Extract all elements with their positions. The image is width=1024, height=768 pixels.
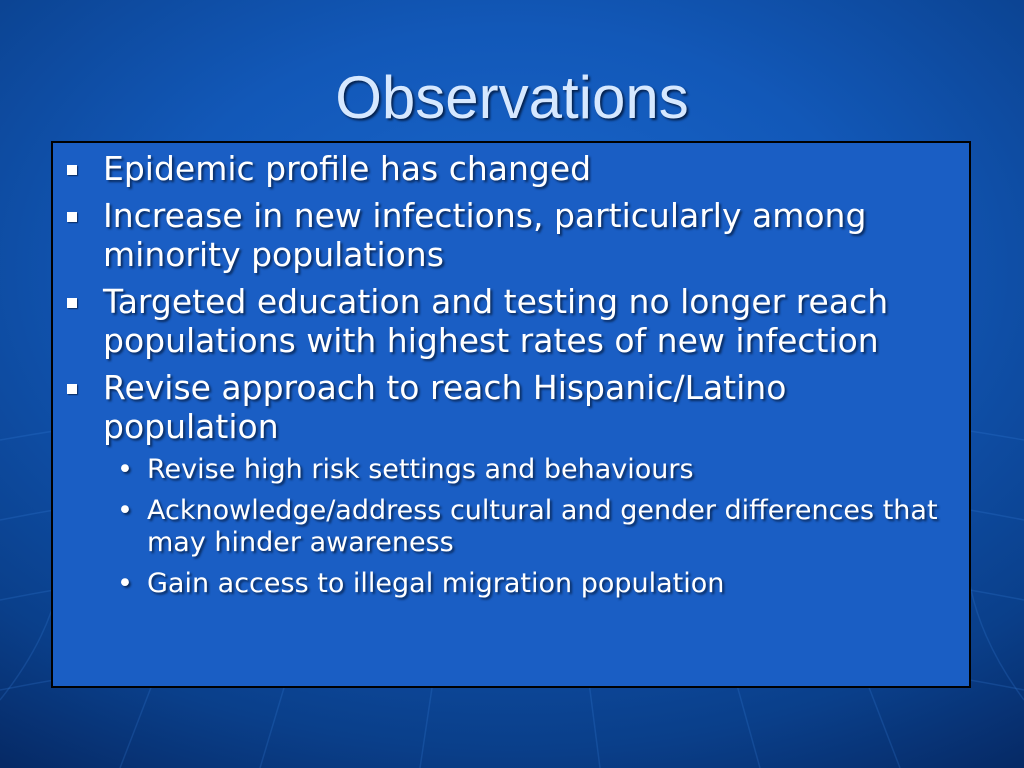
square-bullet-icon <box>67 298 77 308</box>
bullet-list <box>53 143 969 609</box>
bullet-text: Revise approach to reach Hispanic/Latino population <box>103 368 787 446</box>
sub-bullet-item <box>53 495 969 559</box>
bullet-item <box>53 282 969 360</box>
slide-title: Observations <box>335 64 689 131</box>
sub-bullet-text: Gain access to illegal migration population <box>147 568 725 599</box>
square-bullet-icon <box>67 165 77 175</box>
bullet-item <box>53 196 969 274</box>
sub-bullet-text: Acknowledge/address cultural and gender differences that may hinder awareness <box>147 495 938 558</box>
content-box <box>51 141 971 688</box>
sub-bullet-item <box>53 568 969 600</box>
bullet-text: Epidemic profile has changed <box>103 149 592 188</box>
bullet-item <box>53 368 969 446</box>
square-bullet-icon <box>67 384 77 394</box>
sub-bullet-text: Revise high risk settings and behaviours <box>147 454 694 485</box>
round-bullet-icon: • <box>117 454 133 485</box>
sub-bullet-item <box>53 454 969 486</box>
round-bullet-icon: • <box>117 495 133 526</box>
bullet-text: Targeted education and testing no longer reach populations with highest rates of new infection <box>103 282 889 360</box>
round-bullet-icon: • <box>117 568 133 599</box>
bullet-text: Increase in new infections, particularly among minority populations <box>103 196 867 274</box>
square-bullet-icon <box>67 212 77 222</box>
bullet-item <box>53 149 969 188</box>
